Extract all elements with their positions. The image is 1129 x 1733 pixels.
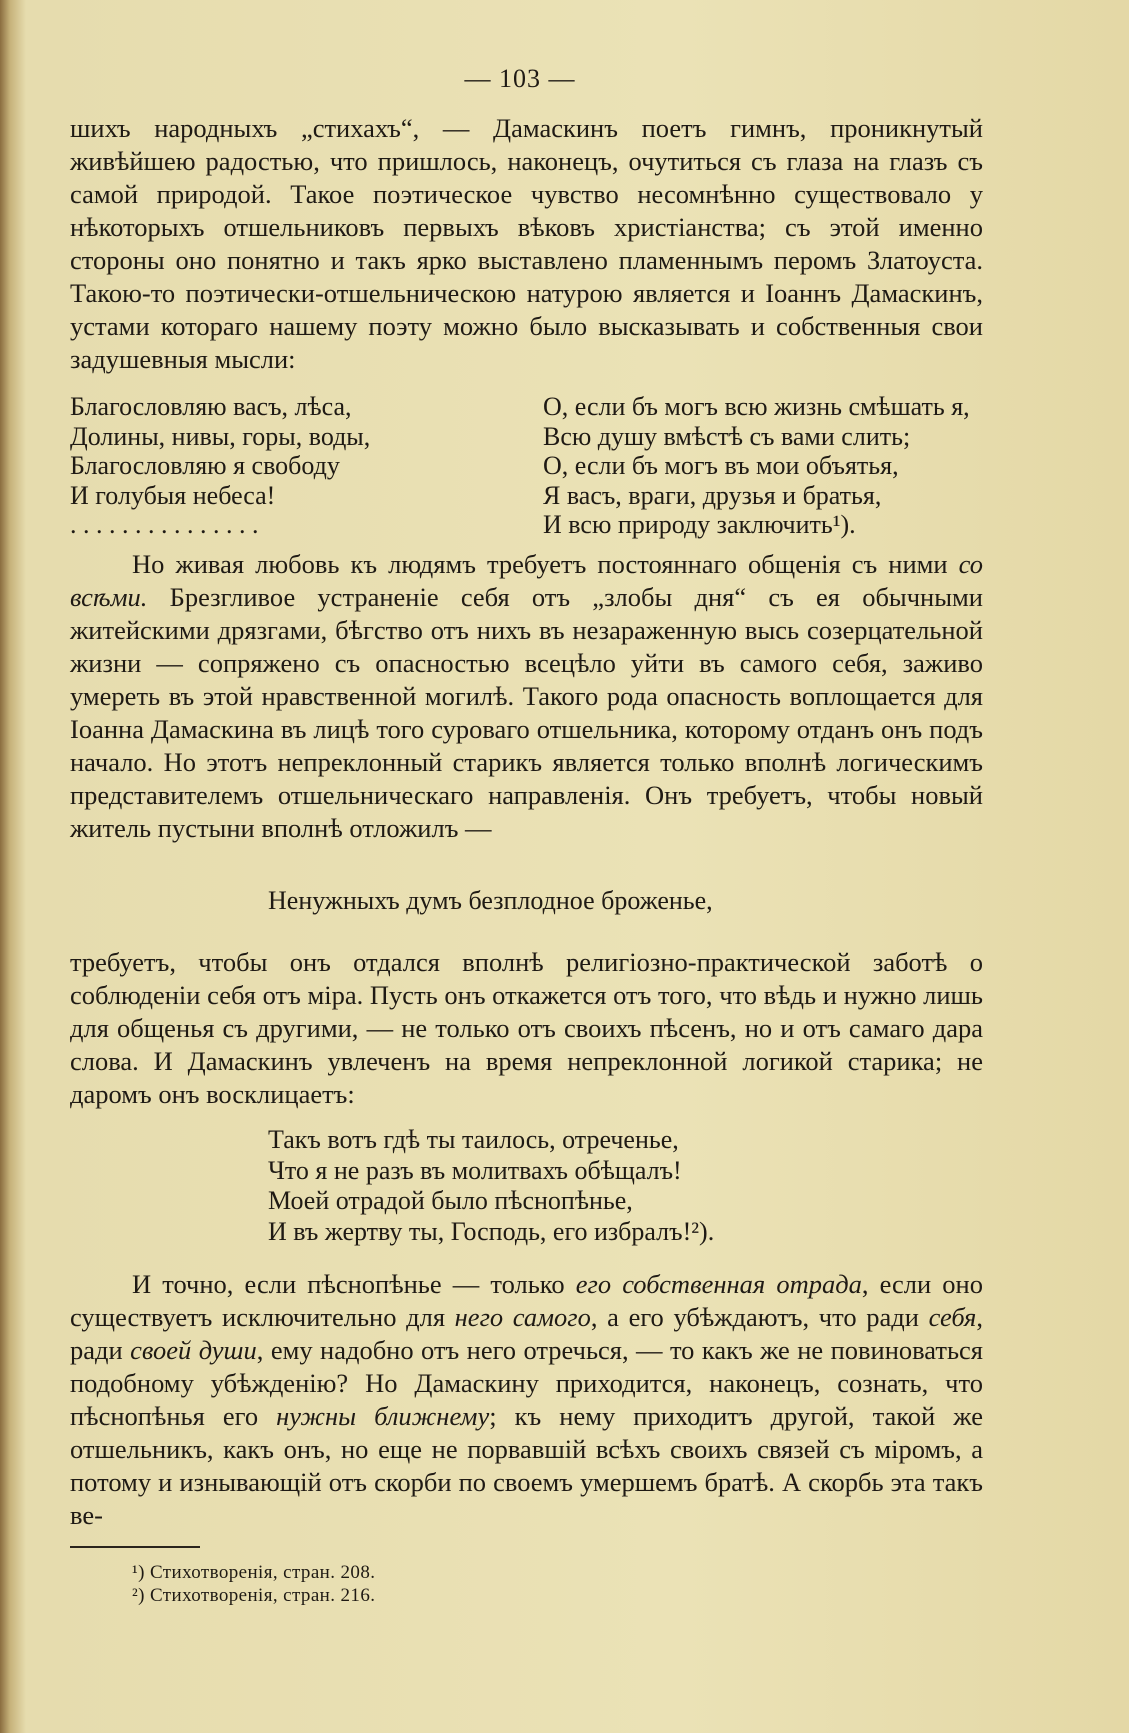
verse-line: Всю душу вмѣстѣ съ вами слить; bbox=[543, 421, 911, 451]
text-run: , а его убѣждаютъ, что ради bbox=[590, 1302, 929, 1332]
paragraph-1-block bbox=[70, 112, 983, 376]
text-run: Брезгливое устраненіе себя отъ „злобы дня“ съ ея обычными житейскими дрязгами, бѣгство отъ нихъ въ незараженную высь созерцательной жизни — сопряжено съ опасностью всецѣло уйти въ самого себя, заживо умереть въ этой нравственной могилѣ. Такого рода опасность воплощается для Іоанна Дамаскина въ лицѣ того суроваго отшельника, которому отданъ онъ подъ начало. Но этотъ непреклонный старикъ является только вполнѣ логическимъ представителемъ отшельническаго направленія. Онъ требуетъ, чтобы новый житель пустыни вполнѣ отложилъ — bbox=[70, 582, 983, 843]
verse-line: О, если бъ могъ всю жизнь смѣшать я, bbox=[543, 392, 970, 421]
verse-ellipsis: . . . . . . . . . . . . . . . bbox=[70, 510, 259, 539]
verse-line: Моей отрадой было пѣснопѣнье, bbox=[268, 1186, 633, 1215]
text-run: Но живая любовь къ людямъ требуетъ постояннаго общенія съ ними bbox=[132, 549, 959, 579]
text-run: ; къ нему приходитъ другой, такой же отшельникъ, какъ онъ, но еще не порвавшій всѣхъ своихъ связей съ міромъ, а потому и изнывающій отъ скорби по своемъ умершемъ братѣ. А скорбь эта такъ ве- bbox=[70, 1401, 983, 1530]
text-run: , ему надобно отъ него отречься, — то какъ же не повиноваться подобному убѣжденію? Но Дамаскину приходится, наконецъ, сознать, что пѣснопѣнья его bbox=[70, 1335, 984, 1431]
paragraph: требуетъ, чтобы онъ отдался вполнѣ религіозно-практической заботѣ о соблюденіи себя отъ міра. Пусть онъ откажется отъ того, что вѣдь и нужно лишь для общенья съ другими, — не только отъ своихъ пѣсенъ, но и отъ самаго дара слова. И Дамаскинъ увлеченъ на время непреклонной логикой старика; не даромъ онъ восклицаетъ: bbox=[70, 947, 983, 1109]
paragraph-3-block bbox=[70, 946, 983, 1111]
paragraph bbox=[70, 548, 983, 845]
footnote-2 bbox=[132, 1584, 375, 1607]
footnote-text: Стихотворенія, стран. 216. bbox=[149, 1585, 376, 1606]
emphasis: него самого bbox=[454, 1302, 591, 1332]
paragraph: шихъ народныхъ „стихахъ“, — Дамаскинъ поетъ гимнъ, проникнутый живѣйшею радостью, что пришлось, наконецъ, очутиться съ глаза на глазъ съ самой природой. Такое поэтическое чувство несомнѣнно существовало у нѣкоторыхъ отшельниковъ первыхъ вѣковъ христіанства; съ этой именно стороны оно понятно и такъ ярко выставлено пламеннымъ перомъ Златоуста. Такою-то поэтически-отшельническою натурою является и Іоаннъ Дамаскинъ, устами котораго нашему поэту можно было высказывать и собственныя свои задушевныя мысли: bbox=[70, 113, 983, 374]
verse-left-column bbox=[70, 392, 370, 540]
verse-line: И въ жертву ты, Господь, его избралъ!²). bbox=[268, 1216, 715, 1246]
verse-line: И всю природу заключить¹). bbox=[543, 510, 856, 539]
verse-line: Долины, нивы, горы, воды, bbox=[70, 421, 371, 451]
footnotes bbox=[132, 1561, 375, 1607]
footnote-text: Стихотворенія, стран. 208. bbox=[149, 1562, 376, 1583]
text-run: И точно, если пѣснопѣнье — только bbox=[132, 1269, 576, 1299]
page-number: — 103 — bbox=[464, 64, 576, 93]
verse-line: И голубыя небеса! bbox=[70, 480, 276, 510]
emphasis: его собственная отрада bbox=[575, 1269, 862, 1299]
footnote-mark: ²) bbox=[132, 1585, 145, 1606]
verse-line: Я васъ, враги, друзья и братья, bbox=[543, 480, 882, 510]
verse-line: Что я не разъ въ молитвахъ обѣщалъ! bbox=[268, 1155, 682, 1185]
emphasis: нужны ближнему bbox=[276, 1401, 490, 1431]
emphasis: своей души bbox=[130, 1335, 257, 1365]
verse-quote bbox=[268, 1125, 714, 1247]
footnote-1 bbox=[132, 1561, 375, 1584]
verse-line: Такъ вотъ гдѣ ты таилось, отреченье, bbox=[268, 1125, 679, 1154]
verse-line: Благословляю я свободу bbox=[70, 451, 340, 480]
text-run: , ради bbox=[70, 1302, 983, 1365]
paragraph-4-block bbox=[70, 1268, 983, 1532]
footnote-divider bbox=[70, 1546, 200, 1548]
verse-line: О, если бъ могъ въ мои объятья, bbox=[543, 451, 899, 480]
emphasis: со всѣми. bbox=[70, 549, 983, 612]
epigraph-line: Ненужныхъ думъ безплодное броженье, bbox=[268, 886, 713, 915]
verse-right-column bbox=[543, 392, 970, 540]
footnote-mark: ¹) bbox=[132, 1562, 145, 1583]
paragraph-2-block bbox=[70, 548, 983, 845]
verse-line: Благословляю васъ, лѣса, bbox=[70, 392, 352, 421]
paragraph bbox=[70, 1268, 983, 1532]
emphasis: себя bbox=[928, 1302, 977, 1332]
text-run: , если оно существуетъ исключительно для bbox=[70, 1269, 983, 1332]
